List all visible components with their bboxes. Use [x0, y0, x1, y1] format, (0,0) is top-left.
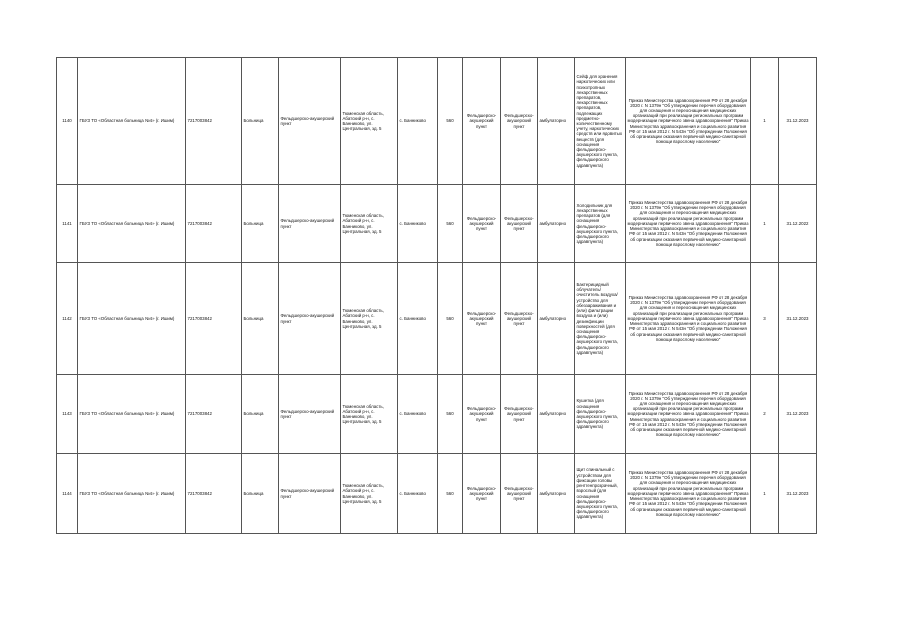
deadline-date: 31.12.2022	[779, 185, 817, 263]
deadline-date: 31.12.2023	[779, 454, 817, 534]
address: Тюменская область, Абатский р-н, с. Банниково, ул. Центральная, зд. 5	[341, 185, 398, 263]
inn: 7217003842	[186, 185, 242, 263]
unit-type: Фельдшерско-акушерский пункт	[463, 454, 501, 534]
unit-type: Фельдшерско-акушерский пункт	[463, 185, 501, 263]
subdivision: Фельдшерско-акушерский пункт	[279, 263, 341, 375]
care-condition: амбулаторно	[538, 185, 575, 263]
subdivision: Фельдшерско-акушерский пункт	[279, 454, 341, 534]
care-condition: амбулаторно	[538, 375, 575, 454]
care-condition: амбулаторно	[538, 58, 575, 185]
row-number: 1140	[57, 58, 78, 185]
organization-type: Больница	[242, 58, 279, 185]
settlement: с. Банниково	[398, 454, 438, 534]
inn: 7217003842	[186, 454, 242, 534]
quantity: 2	[751, 375, 779, 454]
row-number: 1142	[57, 263, 78, 375]
equipment-name: Холодильник для лекарственных препаратов (для оснащения фельдшерско-акушерского пункта, фельдшерского здравпункта)	[575, 185, 626, 263]
settlement: с. Банниково	[398, 375, 438, 454]
address: Тюменская область, Абатский р-н, с. Банниково, ул. Центральная, зд. 5	[341, 58, 398, 185]
address: Тюменская область, Абатский р-н, с. Банниково, ул. Центральная, зд. 5	[341, 375, 398, 454]
quantity: 1	[751, 454, 779, 534]
settlement: с. Банниково	[398, 58, 438, 185]
organization-name: ГБУЗ ТО «Областная больница №4» (г. Ишим)	[78, 454, 186, 534]
subdivision: Фельдшерско-акушерский пункт	[279, 58, 341, 185]
care-condition: амбулаторно	[538, 454, 575, 534]
inn: 7217003842	[186, 375, 242, 454]
row-number: 1144	[57, 454, 78, 534]
legal-basis: Приказ Министерства здравоохранения РФ от 28 декабря 2020 г. N 1379н "Об утверждении перечня оборудования для оснащения и переоснащения медицинских организаций при реализации региональных программ модернизации первичного звена здравоохранения" Приказ Министерства здравоохранения и социального развития РФ от 15 мая 2012 г. N 543н "Об утверждении Положения об организации оказания первичной медико-санитарной помощи взрослому населению"	[626, 58, 751, 185]
table-body	[57, 58, 817, 534]
subdivision: Фельдшерско-акушерский пункт	[279, 375, 341, 454]
population: 560	[438, 263, 463, 375]
legal-basis: Приказ Министерства здравоохранения РФ от 28 декабря 2020 г. N 1379н "Об утверждении перечня оборудования для оснащения и переоснащения медицинских организаций при реализации региональных программ модернизации первичного звена здравоохранения" Приказ Министерства здравоохранения и социального развития РФ от 15 мая 2012 г. N 543н "Об утверждении Положения об организации оказания первичной медико-санитарной помощи взрослому населению"	[626, 454, 751, 534]
unit-type-secondary: Фельдшерско-акушерский пункт	[501, 375, 538, 454]
equipment-name: Бактерицидный облучатель/очиститель воздуха/устройство для обеззараживания и (или) фильтрации воздуха и (или) дезинфекции поверхностей (для оснащения фельдшерско-акушерского пункта, фельдшерского здравпункта)	[575, 263, 626, 375]
address: Тюменская область, Абатский р-н, с. Банниково, ул. Центральная, зд. 5	[341, 454, 398, 534]
population: 560	[438, 454, 463, 534]
unit-type-secondary: Фельдшерско-акушерский пункт	[501, 58, 538, 185]
organization-name: ГБУЗ ТО «Областная больница №4» (г. Ишим)	[78, 185, 186, 263]
organization-name: ГБУЗ ТО «Областная больница №4» (г. Ишим)	[78, 58, 186, 185]
unit-type-secondary: Фельдшерско-акушерский пункт	[501, 185, 538, 263]
organization-type: Больница	[242, 375, 279, 454]
table-row	[57, 375, 817, 454]
unit-type-secondary: Фельдшерско-акушерский пункт	[501, 263, 538, 375]
row-number: 1141	[57, 185, 78, 263]
legal-basis: Приказ Министерства здравоохранения РФ от 28 декабря 2020 г. N 1379н "Об утверждении перечня оборудования для оснащения и переоснащения медицинских организаций при реализации региональных программ модернизации первичного звена здравоохранения" Приказ Министерства здравоохранения и социального развития РФ от 15 мая 2012 г. N 543н "Об утверждении Положения об организации оказания первичной медико-санитарной помощи взрослому населению"	[626, 185, 751, 263]
population: 560	[438, 185, 463, 263]
settlement: с. Банниково	[398, 185, 438, 263]
subdivision: Фельдшерско-акушерский пункт	[279, 185, 341, 263]
table-row	[57, 185, 817, 263]
table-row	[57, 58, 817, 185]
deadline-date: 31.12.2023	[779, 58, 817, 185]
organization-name: ГБУЗ ТО «Областная больница №4» (г. Ишим)	[78, 375, 186, 454]
organization-type: Больница	[242, 454, 279, 534]
organization-name: ГБУЗ ТО «Областная больница №4» (г. Ишим)	[78, 263, 186, 375]
address: Тюменская область, Абатский р-н, с. Банниково, ул. Центральная, зд. 5	[341, 263, 398, 375]
population: 560	[438, 375, 463, 454]
quantity: 1	[751, 58, 779, 185]
population: 560	[438, 58, 463, 185]
unit-type: Фельдшерско-акушерский пункт	[463, 58, 501, 185]
table-row	[57, 454, 817, 534]
quantity: 3	[751, 263, 779, 375]
equipment-table	[56, 57, 817, 534]
equipment-name: Сейф для хранения наркотических или психотропных лекарственных препаратов, лекарственных препаратов, подлежащих предметно-количественному учету, наркотических средств или ядовитых веществ (для оснащения фельдшерско-акушерского пункта, фельдшерского здравпункта)	[575, 58, 626, 185]
table-row	[57, 263, 817, 375]
equipment-name: Щит спинальный с устройством для фиксации головы рентгенпрозрачный, взрослый (для оснащения фельдшерско-акушерского пункта, фельдшерского здравпункта)	[575, 454, 626, 534]
deadline-date: 31.12.2023	[779, 263, 817, 375]
care-condition: амбулаторно	[538, 263, 575, 375]
inn: 7217003842	[186, 263, 242, 375]
legal-basis: Приказ Министерства здравоохранения РФ от 28 декабря 2020 г. N 1379н "Об утверждении перечня оборудования для оснащения и переоснащения медицинских организаций при реализации региональных программ модернизации первичного звена здравоохранения" Приказ Министерства здравоохранения и социального развития РФ от 15 мая 2012 г. N 543н "Об утверждении Положения об организации оказания первичной медико-санитарной помощи взрослому населению"	[626, 375, 751, 454]
quantity: 1	[751, 185, 779, 263]
organization-type: Больница	[242, 263, 279, 375]
unit-type-secondary: Фельдшерско-акушерский пункт	[501, 454, 538, 534]
unit-type: Фельдшерско-акушерский пункт	[463, 263, 501, 375]
settlement: с. Банниково	[398, 263, 438, 375]
legal-basis: Приказ Министерства здравоохранения РФ от 28 декабря 2020 г. N 1379н "Об утверждении перечня оборудования для оснащения и переоснащения медицинских организаций при реализации региональных программ модернизации первичного звена здравоохранения" Приказ Министерства здравоохранения и социального развития РФ от 15 мая 2012 г. N 543н "Об утверждении Положения об организации оказания первичной медико-санитарной помощи взрослому населению"	[626, 263, 751, 375]
equipment-name: Кушетка (для оснащения фельдшерско-акушерского пункта, фельдшерского здравпункта)	[575, 375, 626, 454]
unit-type: Фельдшерско-акушерский пункт	[463, 375, 501, 454]
inn: 7217003842	[186, 58, 242, 185]
organization-type: Больница	[242, 185, 279, 263]
row-number: 1143	[57, 375, 78, 454]
deadline-date: 31.12.2023	[779, 375, 817, 454]
